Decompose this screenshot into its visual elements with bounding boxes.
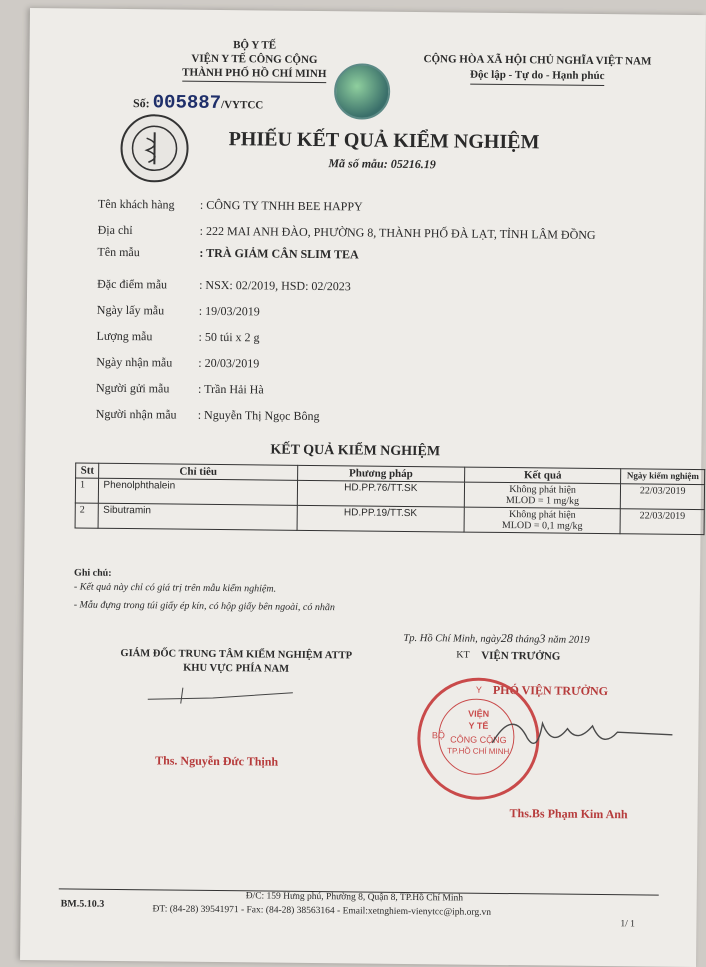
info-value: : 20/03/2019 [198,356,259,371]
kt-prefix: KT [456,649,469,660]
info-label: Ngày nhận mẫu [96,355,198,371]
place-date-text: năm 2019 [548,634,590,645]
institute-logo-icon [120,114,189,183]
info-label: Ngày lấy mẫu [97,303,199,319]
note-line: - Mẫu đựng trong túi giấy ép kín, có hộp giấy bên ngoài, có nhãn [74,598,335,615]
place-date-day: 28 [501,631,513,645]
results-heading: KẾT QUẢ KIỂM NGHIỆM [270,443,440,461]
ministry-name: BỘ Y TẾ [170,37,340,53]
page-title: PHIẾU KẾT QUẢ KIỂM NGHIỆM [229,128,540,154]
info-value: : Trần Hải Hà [198,382,264,397]
notes-block [74,566,336,615]
info-label: Người gửi mẫu [96,381,198,397]
header-left [169,37,339,83]
column-header: Phương pháp [297,465,464,482]
doc-no-suffix: /VYTCC [221,99,263,111]
stamp-text: CÔNG CỘNG [420,734,536,745]
left-signer-name: Ths. Nguyễn Đức Thịnh [155,753,278,769]
place-date-text: Tp. Hồ Chí Minh, ngày [403,633,501,645]
left-title-line: GIÁM ĐỐC TRUNG TÂM KIỂM NGHIỆM ATTP [91,647,381,664]
institute-name: VIỆN Y TẾ CÔNG CỘNG [169,51,339,67]
cell-result [464,482,621,509]
document-number [133,91,263,114]
stamp-text: BỘ [380,730,496,741]
cell-indicator: Sibutramin [98,503,297,530]
info-label: Lượng mẫu [96,329,198,345]
footer-address: Đ/C: 159 Hưng phú, Phường 8, Quận 8, TP.Hồ Chí Minh [246,891,463,903]
cell-result [464,507,621,534]
info-value: : CÔNG TY TNHH BEE HAPPY [200,198,363,214]
info-label: Đặc điểm mẫu [97,277,199,293]
info-label: Người nhận mẫu [96,407,198,423]
cell-method: HD.PP.76/TT.SK [297,480,464,507]
institute-city: THÀNH PHỐ HỒ CHÍ MINH [182,66,326,84]
info-value: : TRÀ GIẢM CÂN SLIM TEA [199,246,358,262]
footer-contact: ĐT: (84-28) 39541971 - Fax: (84-28) 38563164 - Email:xetnghiem-vienytcc@iph.org.vn [153,904,492,918]
cell-date: 22/03/2019 [620,509,704,535]
cell-method: HD.PP.19/TT.SK [297,505,464,532]
doc-no-value: 005887 [153,91,222,114]
right-title: VIỆN TRƯỞNG [481,650,560,663]
table-row [75,503,704,535]
motto: Độc lập - Tự do - Hạnh phúc [470,68,605,86]
stamp-text: VIỆN [421,708,537,719]
stamp-text: Y [421,684,537,695]
column-header: Stt [76,463,100,478]
form-code: BM.5.10.3 [61,898,105,909]
cell-date: 22/03/2019 [621,484,705,510]
result-line: Không phát hiện [469,509,617,522]
hologram-seal-icon [334,63,391,120]
column-header: Kết quả [464,467,621,484]
cell-indicator: Phenolphthalein [99,478,298,505]
column-header: Ngày kiểm nghiệm [621,469,705,485]
place-date [403,630,589,647]
header-right [407,52,667,87]
column-header: Chỉ tiêu [99,463,298,480]
left-title-line: KHU VỰC PHÍA NAM [91,661,381,678]
notes-label: Ghi chú: [74,566,335,583]
result-line: MLOD = 1 mg/kg [469,495,617,508]
cell-stt: 2 [75,503,99,528]
republic-name: CỘNG HÒA XÃ HỘI CHỦ NGHĨA VIỆT NAM [407,52,667,70]
info-label: Địa chỉ [98,223,200,239]
cell-stt: 1 [75,478,99,503]
right-signer-name: Ths.Bs Phạm Kim Anh [510,806,628,822]
doc-no-label: Số: [133,96,150,110]
info-value: : 50 túi x 2 g [198,330,259,345]
note-line: - Kết quả này chỉ có giá trị trên mẫu kiểm nghiệm. [74,580,335,597]
info-label: Tên khách hàng [98,197,200,213]
left-signature-scribble-icon [143,679,303,711]
results-table [75,462,706,535]
sample-code: Mã số mẫu: 05216.19 [328,156,435,172]
page-number: 1/ 1 [620,919,635,929]
left-signature-title [91,647,381,678]
right-subtitle: PHÓ VIỆN TRƯỞNG [493,683,608,699]
result-line: MLOD = 0,1 mg/kg [468,520,616,533]
info-value: : 222 MAI ANH ĐÀO, PHƯỜNG 8, THÀNH PHỐ ĐÀ LẠT, TỈNH LÂM ĐỒNG [200,224,596,242]
place-date-text: tháng [515,634,539,645]
stamp-text: TP.HỒ CHÍ MINH [420,746,536,756]
document-page [20,8,706,967]
stamp-text: Y TẾ [420,720,536,731]
info-value: : NSX: 02/2019, HSD: 02/2023 [199,278,351,294]
info-label: Tên mẫu [97,245,199,261]
info-value: : Nguyễn Thị Ngọc Bông [198,408,320,423]
result-line: Không phát hiện [469,484,617,497]
info-value: : 19/03/2019 [199,304,260,319]
right-signature-scribble-icon [482,703,683,765]
place-date-month: 3 [539,631,545,645]
